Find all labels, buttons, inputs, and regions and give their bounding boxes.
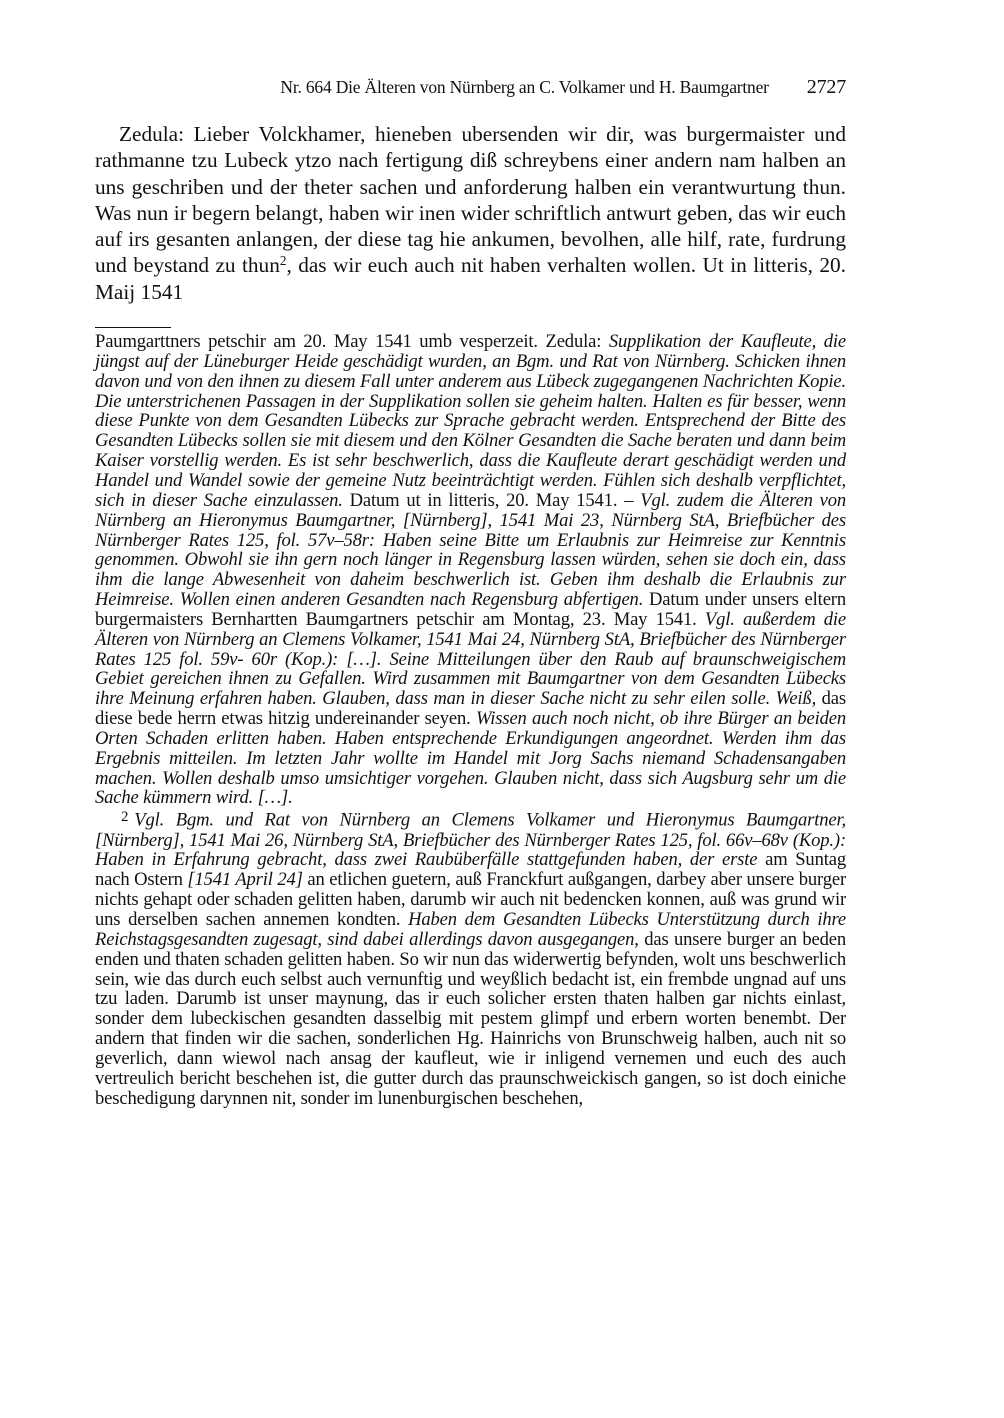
footnotes — [95, 332, 846, 1108]
footnote-1-continued — [95, 332, 846, 808]
footnote-ref-2: 2 — [279, 253, 287, 269]
footnote-2-marker: 2 — [121, 809, 129, 826]
running-header — [95, 76, 846, 106]
footnote-2 — [95, 808, 846, 1108]
fn2-seg: an etlichen guetern, auß Franckfurt außgangen, darbey aber unsere burger nichts gehapt oder schaden gelitten haben, darumb wir auch nit bedencken konnen, auß was grund wir uns derselben sachen annemen kondten. — [95, 869, 847, 930]
page-number: 2727 — [806, 76, 846, 98]
fn1-seg-italic: Supplikation der Kaufleute, die jüngst auf der Lüneburger Heide geschädigt wurden, an Bgm. und Rat von Nürnberg. Schicken ihnen davon und von den ihnen zu diesem Fall unter anderem aus Lübeck zugegangenen Nachrichten Kopie. Die unterstrichenen Passagen in der Supplikation sollen sie geheim halten. Halten es für besser, wenn diese Punkte von dem Gesandten Lübecks zur Sprache gebracht werden. Entsprechend der Bitte des Gesandten Lübecks sollen sie mit diesem und den Kölner Gesandten die Sache beraten und dann beim Kaiser vorstellig werden. Es ist sehr beschwerlich, dass die Kaufleute derart geschädigt werden und Handel und Wandel sowie der gemeine Nutz beeinträchtigt werden. Fühlen sich deshalb verpflichtet, sich in dieser Sache einzulassen. — [95, 331, 846, 511]
fn1-seg: Paumgarttners petschir am 20. May 1541 umb vesperzeit. Zedula: — [95, 331, 609, 353]
footnote-separator — [95, 327, 171, 328]
running-title: Nr. 664 Die Älteren von Nürnberg an C. Volkamer und H. Baumgartner — [280, 77, 769, 97]
fn1-seg-italic: Wissen auch noch nicht, ob ihre Bürger an beiden Orten Schaden erlitten haben. Haben entsprechende Erkundigungen angeordnet. Werden ihm das Ergebnis mitteilen. Im letzten Jahr wollte im Handel mit Jorg Sachs niemand Schadensangaben machen. Wollen deshalb umso umsichtiger vorgehen. Glauben nicht, dass sich Augsburg sehr um die Sache kümmern wird. […]. — [95, 708, 847, 809]
main-text-part-2: , das wir euch auch nit haben verhalten wollen. Ut in litteris, 20. Maij 1541 — [95, 253, 846, 304]
fn1-seg-italic: Vgl. zudem die Älteren von Nürnberg an Hieronymus Baumgartner, [Nürnberg], 1541 Mai 23, Nürnberg StA, Briefbücher des Nürnberger Rates 125, fol. 57v–58r: Haben seine Bitte um Erlaubnis zur Heimreise zur Kenntnis genommen. Obwohl sie ihn gern noch länger in Regensburg lassen würden, sehen sie doch ein, dass ihm die lange Abwesenheit von daheim beschwerlich ist. Geben ihm deshalb die Erlaubnis zur Heimreise. Wollen einen anderen Gesandten nach Regensburg abfertigen. — [95, 489, 846, 611]
fn2-seg-italic: Haben dem Gesandten Lübecks Unterstützung durch ihre Reichstagsgesandten zugesagt, sind dabei allerdings davon ausgegangen — [95, 909, 846, 950]
fn1-seg: das diese bede herrn etwas hitzig undereinander seyen. — [95, 688, 846, 730]
fn1-seg: Datum under unsers eltern burgermaisters Bernhartten Baumgartners petschir am Montag, 23. May 1541. — [95, 589, 846, 630]
fn2-seg: am Suntag nach Ostern — [95, 849, 846, 891]
fn1-seg: Datum ut in litteris, 20. May 1541. – — [342, 489, 641, 511]
document-page — [95, 76, 846, 1108]
fn1-seg-italic: Vgl. außerdem die Älteren von Nürnberg an Clemens Volkamer, 1541 Mai 24, Nürnberg StA, Briefbücher des Nürnberger Rates 125 fol. 59v- 60r (Kop.): […]. Seine Mitteilungen über den Raub auf braunschweigischem Gebiet gereichen ihnen zu Gefallen. Wird zusammen mit Baumgartner von dem Gesandten Lübecks ihre Meinung erfahren haben. Glauben, dass man in dieser Sache nicht zu sehr eilen solle. Weiß, — [95, 608, 846, 710]
fn2-seg-italic: [1541 April 24] — [187, 869, 303, 891]
fn2-seg-italic: Vgl. Bgm. und Rat von Nürnberg an Clemens Volkamer und Hieronymus Baumgartner, [Nürnberg], 1541 Mai 26, Nürnberg StA, Briefbücher des Nürnberger Rates 125, fol. 66v–68v (Kop.): Haben in Erfahrung gebracht, dass zwei Raubüberfälle stattgefunden haben, der erste — [95, 809, 846, 871]
fn2-seg: , das unsere burger an beden enden und thaten schaden gelitten haben. So wir nun das widerwertig befynden, wolt uns beschwerlich sein, wie das durch euch selbst auch vernunftig und weyßlich bedacht ist, ein frembde ungnad auf uns tzu laden. Darumb ist unser maynung, das ir euch solicher ersten thaten halben gar nichts einlast, sonder dem lubeckischen gesandten dasselbig mit pestem glimpf und erbern worten benembt. Der andern that finden wir die sachen, sonderlichen Hg. Hainrichs von Brunschweig halben, auch nit so geverlich, dann wiewol nach ansag der kaufleut, wie ir inligend vernemen und euch des auch vertreulich bericht beschehen ist, die gutter durch das praunschweickisch gangen, so ist doch einiche beschedigung darynnen nit, sonder im lunenburgischen beschehen, — [95, 928, 846, 1109]
main-text — [95, 121, 846, 305]
main-paragraph — [95, 121, 846, 305]
main-text-part-1: Zedula: Lieber Volckhamer, hieneben ubersenden wir dir, was burgermaister und rathmanne tzu Lubeck ytzo nach fertigung diß schreybens einer andern nam halben an uns geschriben und der theter sachen und anforderung halben ein verantwurtung thun. Was nun ir begern belangt, haben wir inen wider schriftlich antwurt geben, das wir euch auf irs gesanten anlangen, der diese tag hie ankumen, bevolhen, alle hilf, rate, furdrung und beystand zu thun — [95, 122, 846, 278]
